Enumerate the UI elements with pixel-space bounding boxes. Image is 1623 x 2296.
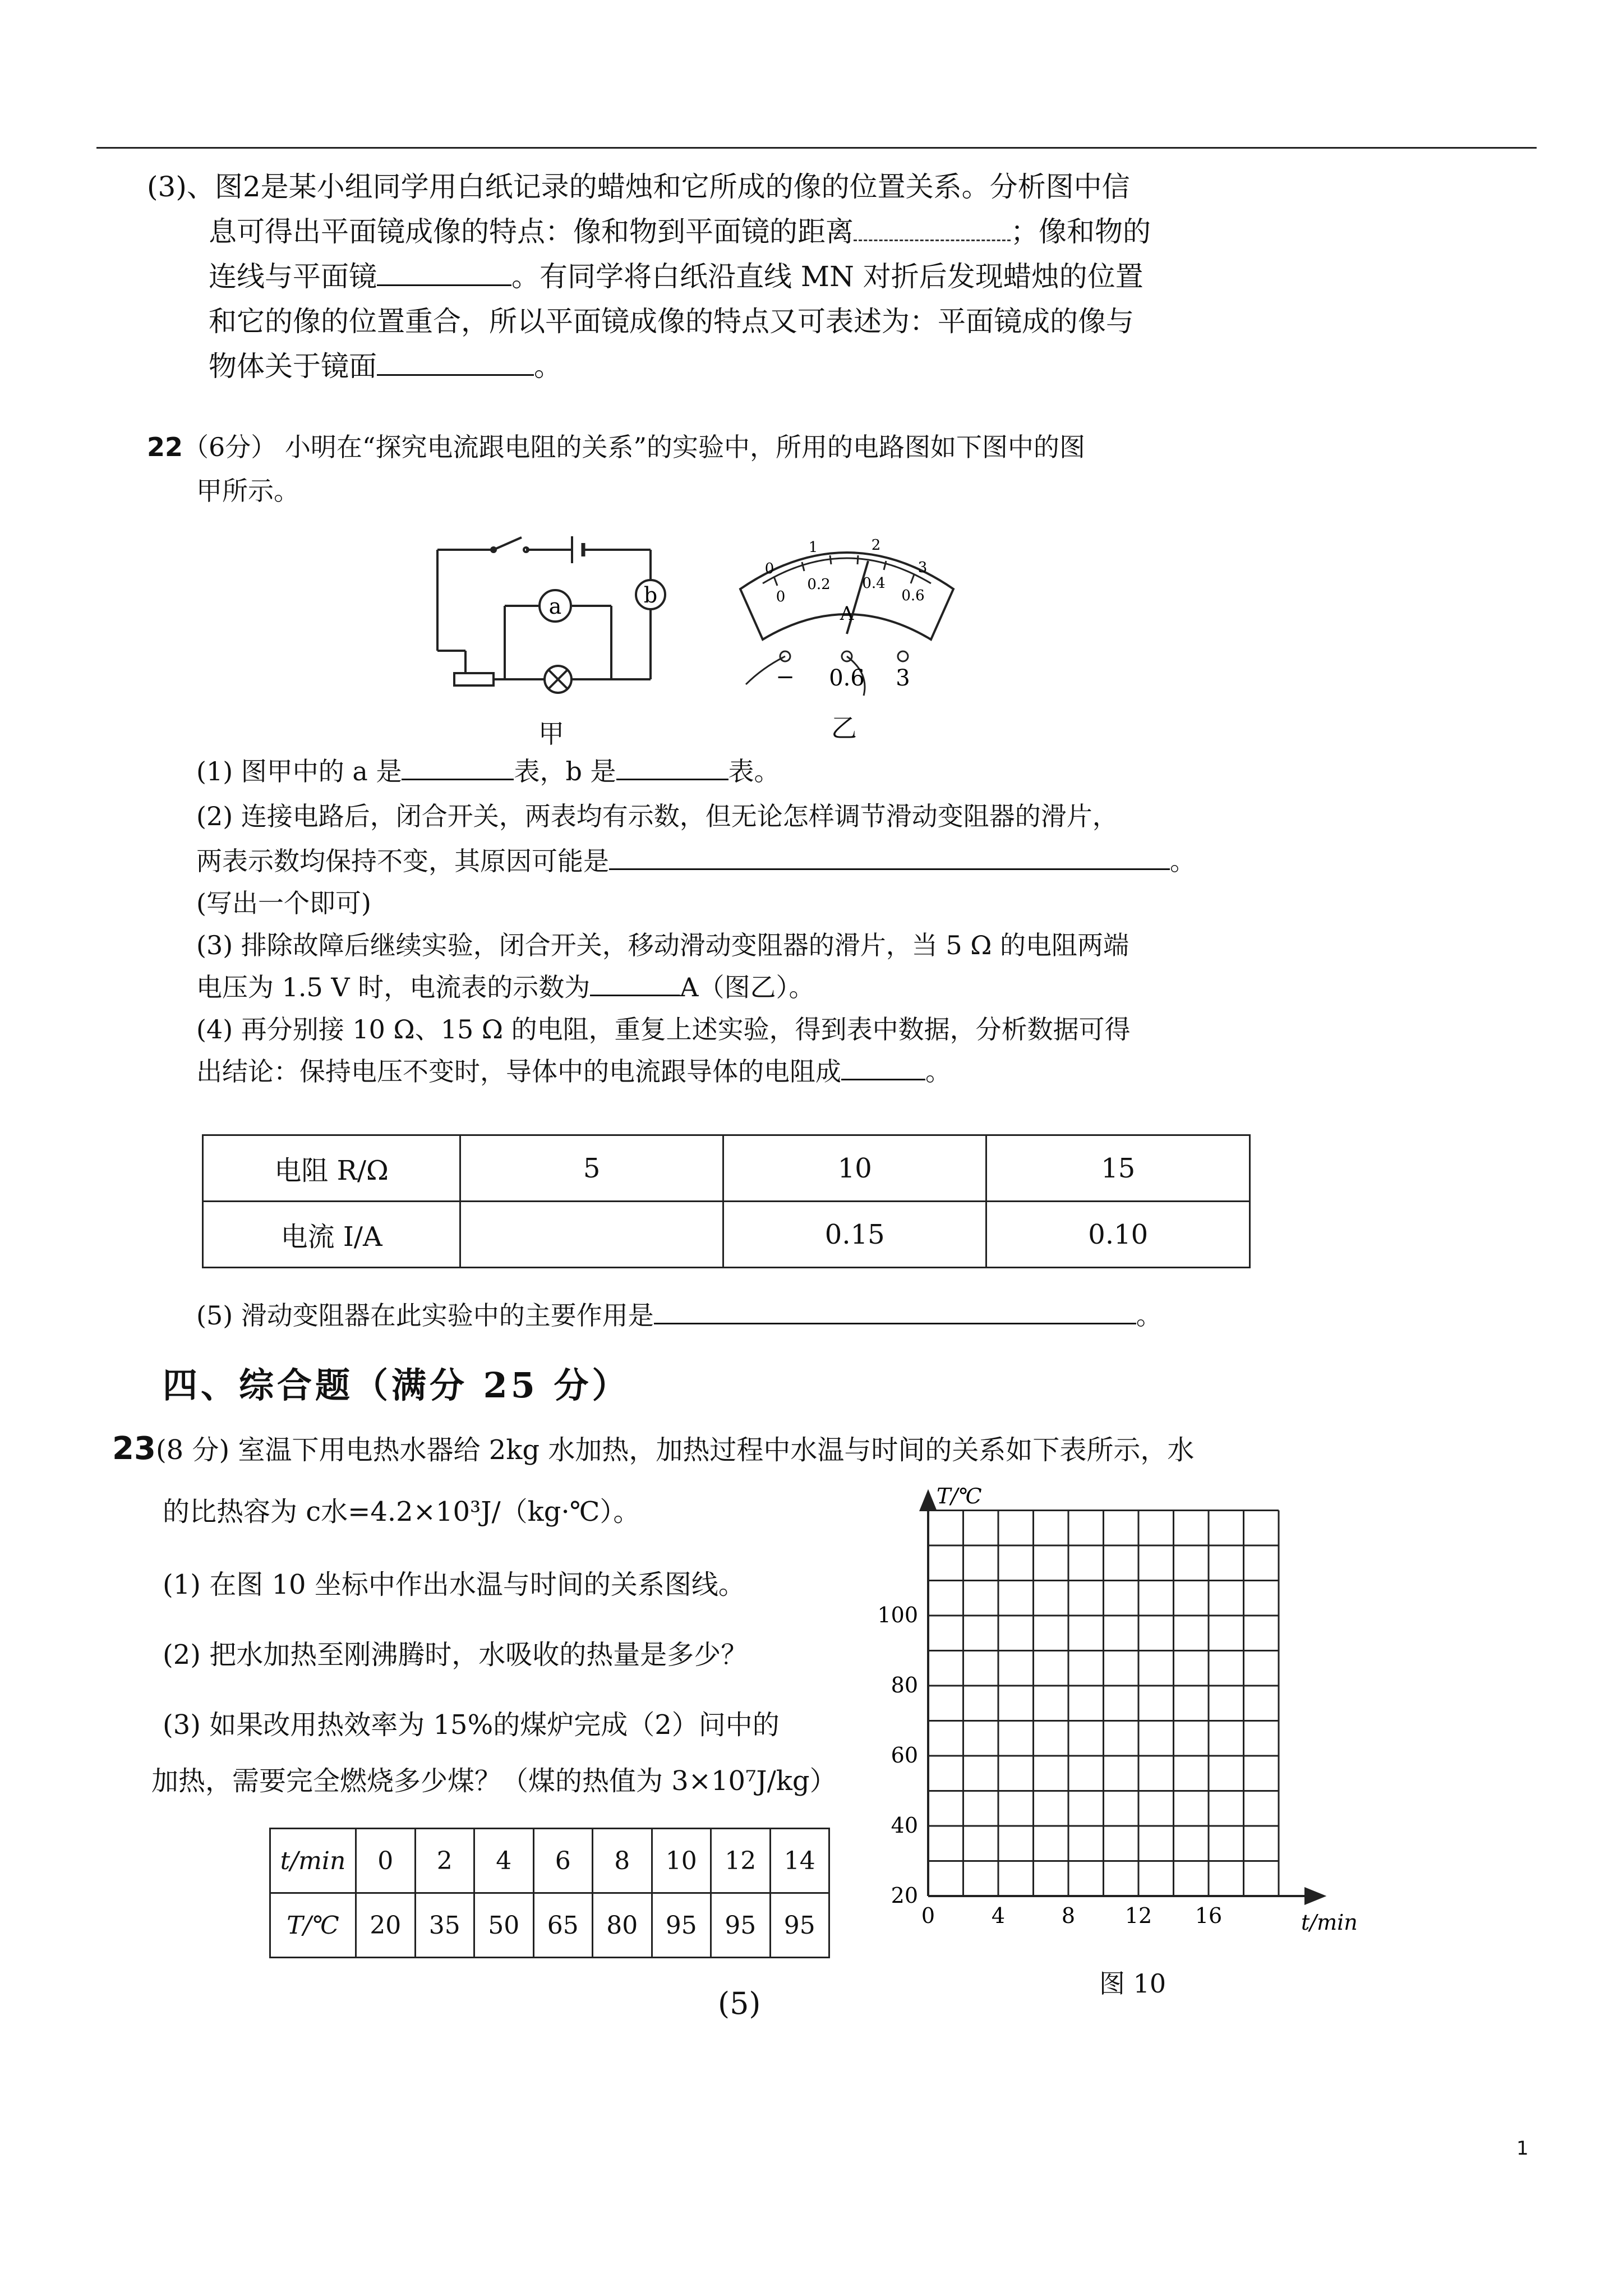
- ammeter-diagram: [729, 527, 965, 735]
- q22-p3-tail: A（图乙）。: [680, 972, 815, 1002]
- y-tick-label: 40: [891, 1813, 918, 1838]
- table-cell: 10: [723, 1135, 986, 1202]
- figure-caption: 图 10: [1099, 1968, 1166, 1999]
- header-rule: [96, 147, 1537, 149]
- table-cell: 8: [593, 1829, 652, 1893]
- q21-line2-tail: ；像和物的: [1011, 215, 1151, 248]
- question-number: 23: [112, 1430, 156, 1467]
- table-cell: 0.10: [986, 1202, 1250, 1268]
- page-number: 1: [1516, 2137, 1529, 2160]
- table-row: [270, 1893, 829, 1958]
- answer-blank[interactable]: [609, 841, 1170, 870]
- meter-bottom-tick: 0.2: [807, 576, 831, 593]
- y-tick-label: 80: [891, 1673, 918, 1697]
- x-tick-label: 8: [1061, 1903, 1076, 1928]
- q22-p4-line1: (4) 再分别接 10 Ω、15 Ω 的电阻，重复上述实验，得到表中数据，分析数据可得: [196, 1014, 1131, 1045]
- meter-top-tick: 1: [808, 539, 818, 556]
- q22-p4-text: 出结论：保持电压不变时，导体中的电流跟导体的电阻成: [196, 1056, 841, 1087]
- x-axis-label: t/min: [1301, 1910, 1358, 1935]
- x-tick-label: 16: [1195, 1903, 1223, 1928]
- terminal-negative: −: [776, 664, 795, 690]
- q22-p1-text2: 表，b 是: [514, 756, 616, 786]
- q21-line2-text: 息可得出平面镜成像的特点：像和物到平面镜的距离: [209, 215, 854, 248]
- q22-p4-tail: 。: [925, 1056, 951, 1087]
- q22-intro: 小明在“探究电流跟电阻的关系”的实验中，所用的电路图如下图中的图: [284, 432, 1085, 462]
- q22-p5-tail: 。: [1136, 1300, 1162, 1331]
- q22-p2-line1: (2) 连接电路后，闭合开关，两表均有示数，但无论怎样调节滑动变阻器的滑片，: [196, 801, 1118, 831]
- q22-p2-note: (写出一个即可): [196, 888, 371, 918]
- table-cell: 0.15: [723, 1202, 986, 1268]
- table-header-cell: 电流 I/A: [203, 1202, 460, 1268]
- question-number: 22: [147, 432, 183, 462]
- meter-top-tick: 0: [764, 560, 774, 577]
- x-tick-label: 4: [991, 1903, 1006, 1928]
- q21-line2: [209, 212, 1151, 251]
- table-cell: 95: [770, 1893, 829, 1958]
- q21-line3: [209, 257, 1144, 296]
- meter-bottom-tick: 0: [776, 588, 786, 605]
- q22-p3-text: 电压为 1.5 V 时，电流表的示数为: [196, 972, 591, 1002]
- table-row: [203, 1135, 1250, 1202]
- q22-intro-line2: 甲所示。: [196, 476, 299, 506]
- table-cell: 5: [460, 1135, 723, 1202]
- meter-top-tick: 3: [917, 559, 928, 576]
- meter-top-tick: 2: [871, 537, 881, 554]
- q22-intro-line1: [147, 427, 1085, 467]
- table-header-cell: t/min: [270, 1829, 356, 1893]
- q23-line1: [112, 1429, 1194, 1470]
- table-cell: 35: [415, 1893, 474, 1958]
- table-cell: 10: [652, 1829, 711, 1893]
- y-tick-label: 20: [891, 1883, 918, 1908]
- table-cell: 80: [593, 1893, 652, 1958]
- table-cell: 2: [415, 1829, 474, 1893]
- table-cell: 6: [533, 1829, 593, 1893]
- q23-line2: 的比热容为 c水=4.2×10³J/（kg·℃）。: [163, 1496, 640, 1527]
- figure-label-yi: 乙: [831, 713, 857, 743]
- answer-blank[interactable]: [590, 968, 680, 996]
- q22-p2-line2: [196, 841, 1196, 881]
- table-cell: 4: [474, 1829, 534, 1893]
- q23-line1-text: (8 分) 室温下用电热水器给 2kg 水加热，加热过程中水温与时间的关系如下表所示，水: [155, 1434, 1195, 1466]
- table-cell: 14: [770, 1829, 829, 1893]
- q22-p3-line1: (3) 排除故障后继续实验，闭合开关，移动滑动变阻器的滑片，当 5 Ω 的电阻两端: [196, 930, 1129, 960]
- q23-line5: (3) 如果改用热效率为 15%的煤炉完成（2）问中的: [163, 1709, 780, 1741]
- terminal-0-6: 0.6: [829, 665, 865, 691]
- q22-p1-tail: 表。: [728, 756, 780, 786]
- q22-p4-line2: [196, 1052, 951, 1091]
- q22-p5: [196, 1296, 1162, 1335]
- answer-blank[interactable]: [854, 213, 1011, 241]
- circuit-diagram: [426, 527, 684, 712]
- q22-p3-line2: [196, 968, 814, 1007]
- table-header-cell: 电阻 R/Ω: [203, 1135, 460, 1202]
- table-cell: 65: [533, 1893, 593, 1958]
- page-mark: (5): [718, 1986, 761, 2021]
- y-tick-label: 60: [891, 1743, 918, 1768]
- q22-p5-text: (5) 滑动变阻器在此实验中的主要作用是: [196, 1300, 654, 1331]
- q22-p2-tail: 。: [1170, 846, 1196, 876]
- table-row: [270, 1829, 829, 1893]
- y-tick-label: 100: [877, 1603, 918, 1627]
- table-cell: 0: [356, 1829, 416, 1893]
- x-tick-label: 0: [921, 1903, 935, 1928]
- table-row: [203, 1202, 1250, 1268]
- answer-blank[interactable]: [377, 257, 511, 286]
- q22-p2-text: 两表示数均保持不变，其原因可能是: [196, 846, 609, 876]
- table-cell: 50: [474, 1893, 534, 1958]
- meter-b-label: b: [643, 583, 658, 608]
- q23-line3: (1) 在图 10 坐标中作出水温与时间的关系图线。: [163, 1569, 745, 1600]
- table-cell: 15: [986, 1135, 1250, 1202]
- meter-unit: A: [840, 602, 854, 625]
- resistance-current-table: [202, 1134, 1251, 1268]
- q23-line4: (2) 把水加热至刚沸腾时，水吸收的热量是多少？: [163, 1639, 748, 1671]
- table-header-cell: T/℃: [270, 1893, 356, 1958]
- answer-blank[interactable]: [841, 1052, 925, 1080]
- answer-blank[interactable]: [402, 752, 514, 780]
- question-score: （6分）: [183, 432, 277, 462]
- q21-line3-text: 连线与平面镜: [209, 260, 377, 293]
- y-axis-label: T/℃: [937, 1484, 982, 1508]
- temperature-time-graph[interactable]: [875, 1481, 1380, 1941]
- answer-blank[interactable]: [654, 1296, 1136, 1324]
- q23-line6: 加热，需要完全燃烧多少煤？（煤的热值为 3×10⁷J/kg）: [151, 1765, 837, 1797]
- q21-line5: [209, 347, 562, 386]
- q22-p1: [196, 752, 780, 791]
- temperature-time-table: [269, 1828, 830, 1958]
- q21-line1: (3)、图2是某小组同学用白纸记录的蜡烛和它所成的像的位置关系。分析图中信: [147, 171, 1130, 203]
- terminal-3: 3: [896, 665, 910, 691]
- table-cell: 95: [652, 1893, 711, 1958]
- figure-label-jia: 甲: [538, 719, 564, 749]
- q21-line5-text: 物体关于镜面: [209, 350, 377, 383]
- q21-line4: 和它的像的位置重合，所以平面镜成像的特点又可表述为：平面镜成的像与: [209, 305, 1134, 338]
- q21-line5-tail: 。: [534, 350, 562, 383]
- table-cell: 95: [711, 1893, 771, 1958]
- answer-blank[interactable]: [616, 752, 728, 780]
- meter-a-label: a: [548, 594, 562, 619]
- q22-p1-text: (1) 图甲中的 a 是: [196, 756, 402, 786]
- q21-line3-tail: 。有同学将白纸沿直线 MN 对折后发现蜡烛的位置: [511, 260, 1144, 293]
- section-heading: 四、综合题（满分 25 分）: [163, 1365, 630, 1406]
- meter-bottom-tick: 0.4: [862, 575, 886, 592]
- x-tick-label: 12: [1124, 1903, 1152, 1928]
- answer-blank[interactable]: [377, 347, 534, 376]
- meter-bottom-tick: 0.6: [901, 587, 925, 604]
- table-cell-empty[interactable]: [460, 1202, 723, 1268]
- table-cell: 12: [711, 1829, 771, 1893]
- table-cell: 20: [356, 1893, 416, 1958]
